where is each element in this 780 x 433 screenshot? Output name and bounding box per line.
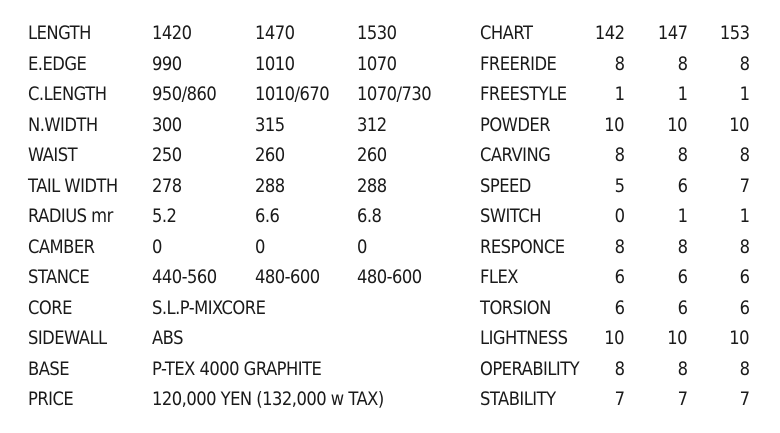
chart-label: SWITCH: [480, 205, 541, 227]
chart-value: 1: [614, 83, 624, 105]
spec-value: 440-560: [152, 266, 217, 288]
chart-value: 10: [604, 113, 624, 136]
chart-value: 7: [739, 174, 749, 197]
chart-value: 6: [677, 296, 687, 319]
chart-label: FREESTYLE: [480, 83, 567, 105]
chart-header-size: 147: [657, 22, 687, 44]
spec-value: 6.6: [255, 205, 280, 227]
chart-label: TORSION: [480, 296, 551, 319]
spec-label: N.WIDTH: [28, 113, 98, 136]
chart-value: 6: [739, 266, 749, 288]
spec-value: 1070: [357, 52, 397, 75]
chart-value: 6: [677, 266, 687, 288]
chart-value: 6: [677, 174, 687, 197]
chart-label: FREERIDE: [480, 52, 557, 75]
spec-value: 260: [255, 144, 285, 166]
spec-label: CORE: [28, 296, 72, 319]
spec-value: 480-600: [255, 266, 320, 288]
chart-value: 8: [614, 52, 624, 75]
spec-value: 312: [357, 113, 387, 136]
chart-value: 1: [739, 205, 749, 227]
spec-value: 1070/730: [357, 83, 432, 105]
chart-value: 5: [614, 174, 624, 197]
spec-label: BASE: [28, 357, 70, 380]
chart-value: 1: [677, 205, 687, 227]
spec-value: 120,000 YEN (132,000 w TAX): [152, 388, 384, 410]
spec-label: CAMBER: [28, 235, 95, 258]
chart-value: 6: [614, 266, 624, 288]
spec-value: 250: [152, 144, 182, 166]
spec-label: WAIST: [28, 144, 78, 166]
spec-header-label: LENGTH: [28, 22, 91, 44]
chart-value: 7: [739, 388, 749, 410]
chart-value: 6: [614, 296, 624, 319]
spec-label: C.LENGTH: [28, 83, 107, 105]
chart-value: 10: [667, 327, 687, 349]
spec-header-size: 1420: [152, 22, 192, 44]
chart-value: 8: [677, 357, 687, 380]
chart-label: POWDER: [480, 113, 551, 136]
chart-label: STABILITY: [480, 388, 556, 410]
table-row: [0, 232, 780, 262]
spec-label: STANCE: [28, 266, 90, 288]
chart-header-size: 153: [719, 22, 749, 44]
chart-value: 8: [739, 235, 749, 258]
table-row: [0, 262, 780, 292]
spec-value: 950/860: [152, 83, 217, 105]
chart-value: 1: [677, 83, 687, 105]
spec-label: PRICE: [28, 388, 74, 410]
chart-value: 10: [604, 327, 624, 349]
spec-label: RADIUS mr: [28, 205, 113, 227]
spec-value: 6.8: [357, 205, 382, 227]
table-row: [0, 49, 780, 79]
chart-label: FLEX: [480, 266, 518, 288]
chart-label: OPERABILITY: [480, 357, 580, 380]
chart-label: CARVING: [480, 144, 551, 166]
chart-value: 8: [677, 144, 687, 166]
chart-value: 8: [739, 52, 749, 75]
spec-value: 0: [152, 235, 162, 258]
spec-value: 0: [357, 235, 367, 258]
chart-value: 6: [739, 296, 749, 319]
chart-value: 7: [614, 388, 624, 410]
table-row: [0, 171, 780, 201]
spec-value: 990: [152, 52, 182, 75]
chart-value: 10: [729, 327, 749, 349]
spec-value: 5.2: [152, 205, 177, 227]
chart-value: 0: [614, 205, 624, 227]
spec-value: 288: [255, 174, 285, 197]
spec-value: 0: [255, 235, 265, 258]
chart-value: 1: [739, 83, 749, 105]
spec-label: SIDEWALL: [28, 327, 107, 349]
spec-value: 278: [152, 174, 182, 197]
spec-value: P-TEX 4000 GRAPHITE: [152, 357, 322, 380]
table-row: [0, 384, 780, 414]
table-row: [0, 140, 780, 170]
spec-value: 1010: [255, 52, 295, 75]
table-row: [0, 323, 780, 353]
spec-value: 260: [357, 144, 387, 166]
chart-value: 8: [614, 235, 624, 258]
table-row: [0, 110, 780, 140]
table-row: [0, 201, 780, 231]
chart-value: 8: [739, 144, 749, 166]
chart-header-label: CHART: [480, 22, 533, 44]
spec-value: S.L.P-MIXCORE: [152, 296, 266, 319]
spec-header-size: 1470: [255, 22, 295, 44]
spec-value: 300: [152, 113, 182, 136]
table-row: [0, 293, 780, 323]
spec-value: 1010/670: [255, 83, 330, 105]
chart-value: 8: [614, 357, 624, 380]
chart-label: LIGHTNESS: [480, 327, 568, 349]
chart-header-size: 142: [594, 22, 624, 44]
chart-value: 8: [677, 235, 687, 258]
spec-value: 288: [357, 174, 387, 197]
table-row: [0, 79, 780, 109]
table-row: [0, 18, 780, 48]
spec-value: 315: [255, 113, 285, 136]
spec-label: TAIL WIDTH: [28, 174, 118, 197]
table-row: [0, 354, 780, 384]
chart-value: 8: [614, 144, 624, 166]
chart-value: 7: [677, 388, 687, 410]
spec-value: 480-600: [357, 266, 422, 288]
spec-header-size: 1530: [357, 22, 397, 44]
chart-label: SPEED: [480, 174, 531, 197]
chart-value: 8: [739, 357, 749, 380]
spec-value: ABS: [152, 327, 183, 349]
chart-value: 8: [677, 52, 687, 75]
spec-label: E.EDGE: [28, 52, 87, 75]
chart-value: 10: [729, 113, 749, 136]
chart-label: RESPONCE: [480, 235, 565, 258]
chart-value: 10: [667, 113, 687, 136]
